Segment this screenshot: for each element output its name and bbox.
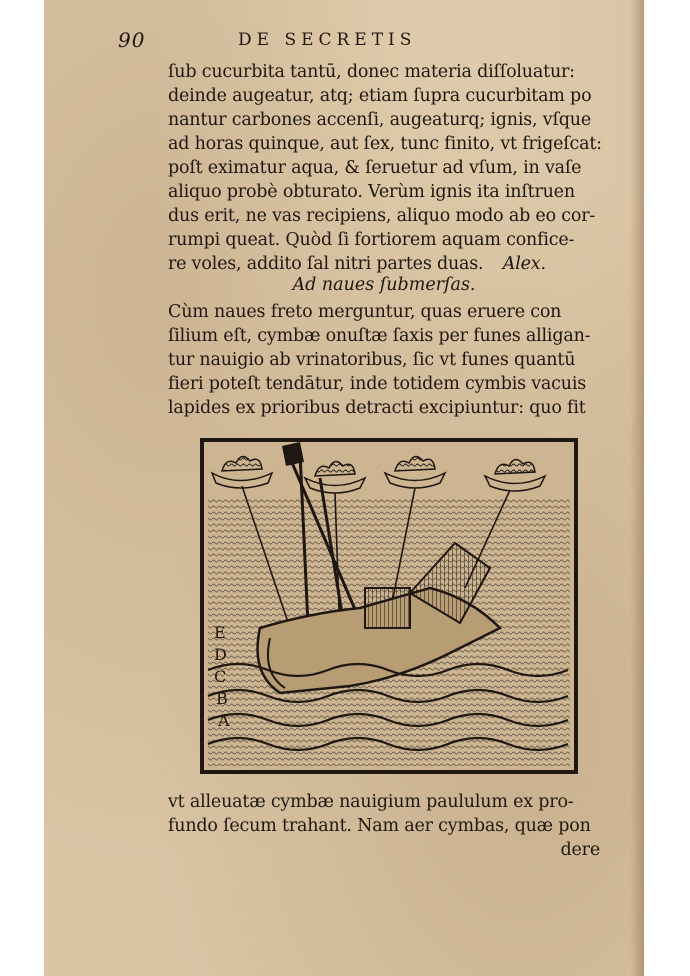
figure-label-a: A — [218, 711, 230, 730]
text-line: rumpi queat. Quòd ſi fortiorem aquam confice- — [168, 230, 575, 250]
crows-nest — [282, 442, 304, 466]
text-line-last — [168, 252, 600, 276]
author-attribution: Alex. — [502, 254, 546, 274]
page-number: 90 — [118, 28, 146, 52]
woodcut-illustration — [200, 438, 578, 774]
text-line: deinde augeatur, atq; etiam ſupra cucurbitam po — [168, 86, 592, 106]
figure-label-d: D — [214, 645, 227, 664]
text-line: ad horas quinque, aut ſex, tunc finito, vt frigeſcat: — [168, 134, 602, 154]
running-title: DE SECRETIS — [238, 30, 417, 50]
text-line: vt alleuatæ cymbæ nauigium paululum ex pro- — [168, 792, 574, 812]
text-line: ſilium eſt, cymbæ onuſtæ ſaxis per funes alligan- — [168, 326, 591, 346]
text-line: fieri poteſt tendātur, inde totidem cymbis vacuis — [168, 374, 587, 394]
text-line: lapides ex prioribus detracti excipiuntur: quo fit — [168, 398, 586, 418]
text-line: Cùm naues freto merguntur, quas eruere con — [168, 302, 562, 322]
running-head — [118, 28, 538, 52]
figure-label-e: E — [214, 623, 226, 642]
text-line: fundo ſecum trahant. Nam aer cymbas, quæ pon — [168, 816, 591, 836]
page-binding-shadow — [630, 0, 644, 976]
text-line: poſt eximatur aqua, & ſeruetur ad vſum, in vaſe — [168, 158, 582, 178]
catchword: dere — [560, 840, 600, 860]
text-line: aliquo probè obturato. Verùm ignis ita inſtruen — [168, 182, 575, 202]
section-heading: Ad naues ſubmerſas. — [292, 275, 476, 295]
figure-label-c: C — [214, 667, 227, 686]
text-line: dus erit, ne vas recipiens, aliquo modo ab eo cor- — [168, 206, 596, 226]
text-line: nantur carbones accenſi, augeaturq; ignis, vſque — [168, 110, 591, 130]
text-line: tur nauigio ab vrinatoribus, ſic vt funes quantū — [168, 350, 576, 370]
figure-label-b: B — [216, 689, 228, 708]
text-line-content: re voles, addito ſal nitri partes duas. — [168, 254, 484, 274]
ship-deckhouse — [365, 588, 410, 628]
text-line: ſub cucurbita tantū, donec materia diſſoluatur: — [168, 62, 575, 82]
